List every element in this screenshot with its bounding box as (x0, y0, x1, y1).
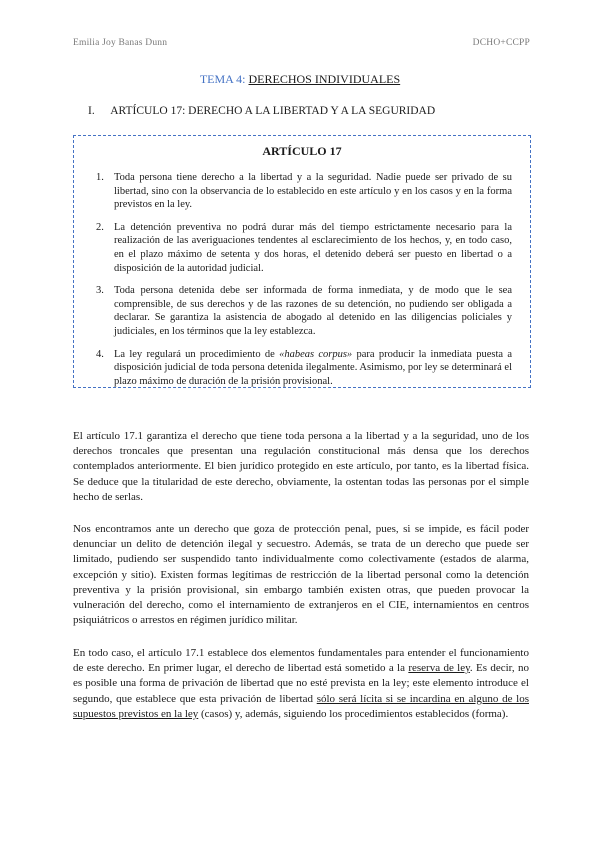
article-item (96, 348, 512, 389)
page-header (73, 38, 530, 48)
author-name: Emilia Joy Banas Dunn (73, 38, 168, 48)
item-text: La detención preventiva no podrá durar más del tiempo estrictamente necesario para la realización de las averiguaciones tendentes al esclarecimiento de los hechos, y, en todo caso, en el plazo máximo de setenta y dos horas, el detenido deberá ser puesto en libertad o a disposición de la autoridad judicial. (114, 221, 512, 274)
article-list (74, 171, 530, 388)
section-number: I. (88, 105, 95, 117)
article-item (96, 221, 512, 275)
article-item (96, 171, 512, 212)
habeas-corpus-term: «habeas corpus» (279, 348, 353, 360)
paragraph-1: El artículo 17.1 garantiza el derecho que tiene toda persona a la libertad y a la seguridad, uno de los derechos troncales que presentan una regulación constitucional más densa que los derechos contemplados anteriormente. El bien jurídico protegido en este artículo, por tanto, es la libertad física. Se deduce que la titularidad de este derecho, obviamente, la ostentan todas las personas por el simple hecho de serlas. (73, 430, 529, 503)
item-text: Toda persona tiene derecho a la libertad y a la seguridad. Nadie puede ser privado de su libertad, sino con la observancia de lo establecido en este artículo y en los casos y en la forma previstos en la ley. (114, 172, 512, 211)
item-number: 4. (96, 348, 104, 360)
topic-heading (0, 72, 600, 87)
item-text-end: para producir la inmediata puesta a disposición judicial de toda persona detenida ilegalmente. Asimismo, por ley se determinará el plazo máximo de duración de la prisión provisional. (114, 348, 512, 387)
p3-text-e: (casos) y, además, siguiendo los procedimientos establecidos (forma). (198, 707, 509, 720)
reserva-de-ley: reserva de ley (408, 662, 470, 675)
item-text-start: La ley regulará un procedimiento de (114, 348, 280, 360)
topic-title: DERECHOS INDIVIDUALES (248, 72, 401, 86)
item-number: 1. (96, 172, 104, 183)
p3-text-a: En todo caso, el artículo 17.1 establece dos elementos fundamentales para entender el funcionamiento de este derecho. En primer lugar, el derecho de libertad está sometido a la (73, 647, 529, 675)
section-heading (88, 105, 435, 117)
paragraph-2: Nos encontramos ante un derecho que goza de protección penal, pues, si se impide, es fácil poder denunciar un delito de detención ilegal y secuestro. Además, se trata de un derecho que puede ser limitado, pudiendo ser suspendido tanto individualmente como colectivamente (estados de alarma, excepción y sitio). Existen formas legítimas de restricción de la libertad personal como la detención preventiva y la prisión provisional, sin embargo también existen otras, que pueden provocar la vulneración del derecho, como el internamiento de extranjeros en el CIE, internamientos en centros psiquiátricos o arrestos en régimen jurídico militar. (73, 523, 529, 627)
article-title: ARTÍCULO 17 (262, 144, 342, 158)
course-code: DCHO+CCPP (472, 38, 530, 48)
article-box (73, 135, 531, 388)
paragraph-3 (73, 646, 529, 722)
section-title: ARTÍCULO 17: DERECHO A LA LIBERTAD Y A LA SEGURIDAD (110, 105, 436, 117)
item-text (114, 349, 512, 387)
p3-text-c: . Es decir, no es posible una forma de privación de libertad que no esté prevista en la ley; este elemento introduce el segundo, que establece que esta privación de libertad (73, 662, 529, 705)
article-item (96, 284, 512, 338)
topic-tag: TEMA 4: (199, 72, 246, 86)
item-text: Toda persona detenida debe ser informada de forma inmediata, y de modo que le sea comprensible, de sus derechos y de las razones de su detención, no pudiendo ser obligada a declarar. Se garantiza la asistencia de abogado al detenido en las diligencias policiales y judiciales, en los términos que la ley establezca. (114, 285, 512, 337)
licit-condition: sólo será lícita si se incardina en alguno de los supuestos previstos en la ley (73, 692, 529, 720)
item-number: 3. (96, 285, 104, 297)
item-number: 2. (96, 221, 104, 233)
